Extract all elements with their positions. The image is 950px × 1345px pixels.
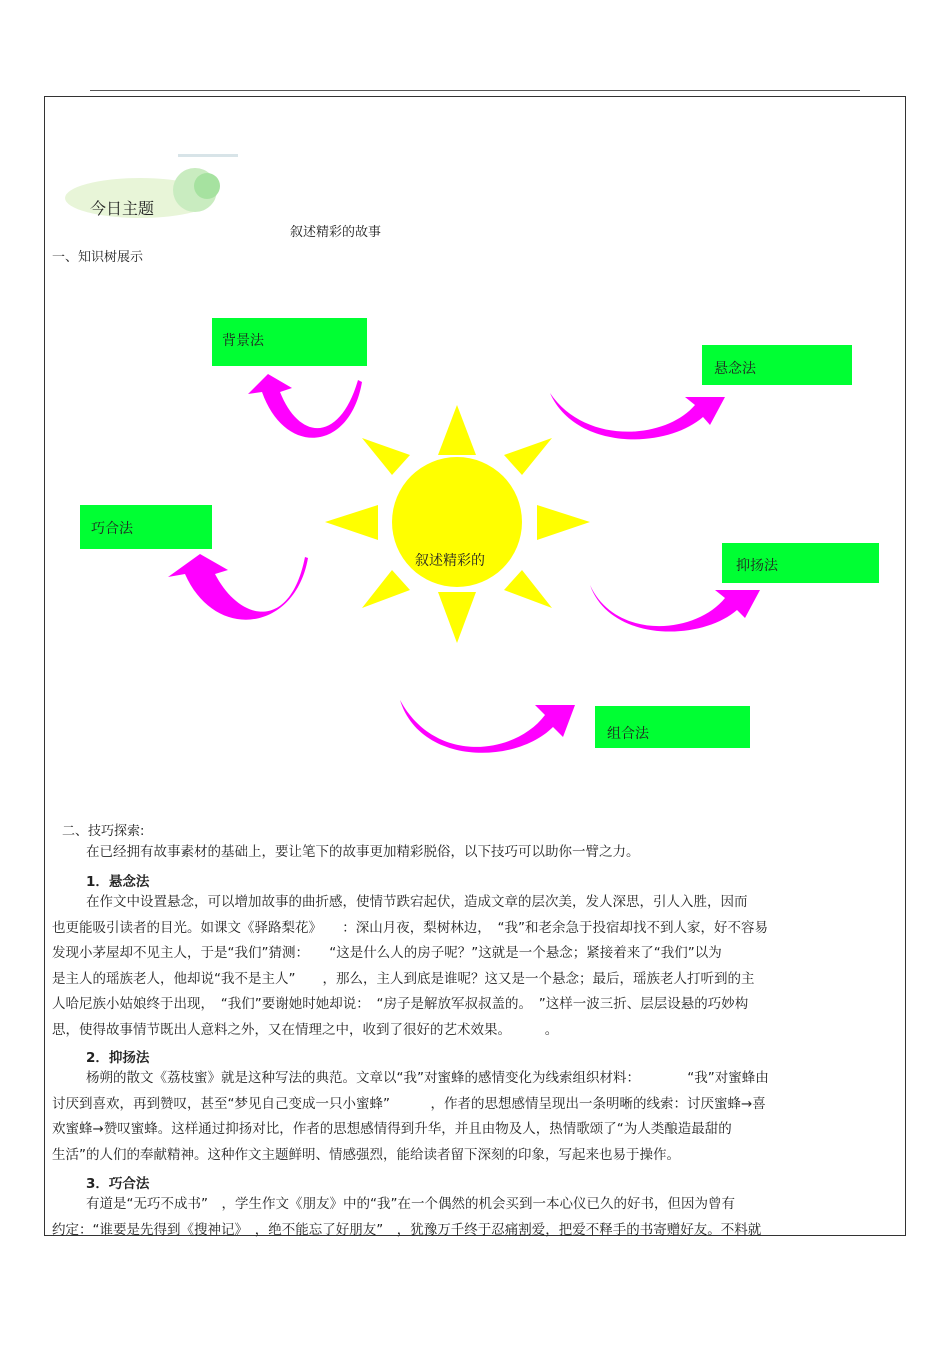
- sun-ray-top: [438, 405, 476, 455]
- sun-ray-right: [537, 505, 590, 540]
- text-line: 讨厌到喜欢，再到赞叹，甚至“梦见自己变成一只小蜜蜂” ，作者的思想感情呈现出一条明晰的线索：讨厌蜜蜂→喜: [52, 1095, 766, 1112]
- method-xuannian: 悬念法: [714, 361, 756, 377]
- badge-dot: [194, 173, 220, 199]
- curved-arrow-icon: [248, 374, 362, 438]
- item1-body: [52, 890, 892, 1044]
- theme-label: 今日主题: [90, 199, 155, 218]
- page-title: 叙述精彩的故事: [290, 225, 382, 240]
- arrow-xuannian: [545, 385, 730, 445]
- curved-arrow-icon: [550, 393, 725, 439]
- method-bejing: 背景法: [222, 333, 264, 349]
- item2-body: [52, 1066, 892, 1168]
- method-zuhe: 组合法: [607, 726, 649, 742]
- page-frame: [44, 96, 906, 1236]
- text-line: 也更能吸引读者的目光。如课文《驿路梨花》 ：深山月夜，梨树林边， “我”和老余急于投宿却找不到人家，好不容易: [52, 919, 768, 936]
- text-line: 有道是“无巧不成书” ，学生作文《朋友》中的“我”在一个偶然的机会买到一本心仪已久的好书，但因为曾有: [86, 1196, 735, 1212]
- sun-ray-bottom: [438, 592, 476, 643]
- item2-title: 2．抑扬法: [86, 1050, 150, 1066]
- sun-ray-top-left: [362, 438, 410, 475]
- sun-center-label: 叙述精彩的: [415, 553, 485, 569]
- section1-heading: 一、知识树展示: [52, 250, 144, 265]
- arrow-zuhe: [395, 695, 580, 760]
- item3-body: [52, 1192, 892, 1243]
- section2-heading: 二、技巧探索:: [62, 824, 145, 839]
- text-line: 在作文中设置悬念，可以增加故事的曲折感，使情节跌宕起伏，造成文章的层次美，发人深思，引人入胜，因而: [86, 894, 748, 910]
- arrow-qiaohe: [160, 552, 310, 622]
- item3-title: 3．巧合法: [86, 1176, 150, 1192]
- sun-ray-left: [325, 505, 378, 540]
- section2-intro: 在已经拥有故事素材的基础上，要让笔下的故事更加精彩脱俗，以下技巧可以助你一臂之力。: [86, 844, 640, 860]
- arrow-yiyang: [585, 580, 765, 635]
- arrow-bejing: [240, 372, 365, 442]
- badge-strip: [178, 154, 238, 157]
- curved-arrow-icon: [590, 585, 760, 632]
- text-line: 约定：“谁要是先得到《搜神记》 ，绝不能忘了好朋友” ，犹豫万千终于忍痛割爱，把爱不释手的书寄赠好友。不料就: [52, 1221, 762, 1238]
- sun-ray-bottom-left: [362, 570, 410, 608]
- curved-arrow-icon: [168, 554, 308, 620]
- curved-arrow-icon: [400, 700, 575, 753]
- text-line: 是主人的瑶族老人，他却说“我不是主人” ，那么，主人到底是谁呢？这又是一个悬念；最后，瑶族老人打听到的主: [52, 970, 755, 987]
- method-qiaohe: 巧合法: [91, 521, 133, 537]
- sun-ray-bottom-right: [504, 570, 552, 608]
- text-line: 杨朔的散文《荔枝蜜》就是这种写法的典范。文章以“我”对蜜蜂的感情变化为线索组织材料： “我”对蜜蜂由: [86, 1070, 769, 1086]
- text-line: 思，使得故事情节既出人意料之外，又在情理之中，收到了很好的艺术效果。 。: [52, 1021, 559, 1038]
- header-rule: [90, 90, 860, 91]
- text-line: 人哈尼族小姑娘终于出现， “我们”要谢她时她却说： “房子是解放军叔叔盖的。 ”这样一波三折、层层设悬的巧妙构: [52, 996, 749, 1013]
- method-yiyang: 抑扬法: [736, 558, 778, 574]
- item1-title: 1．悬念法: [86, 874, 150, 890]
- text-line: 发现小茅屋却不见主人，于是“我们”猜测： “这是什么人的房子呢？”这就是一个悬念；紧接着来了“我们”以为: [52, 945, 722, 962]
- text-line: 欢蜜蜂→赞叹蜜蜂。这样通过抑扬对比，作者的思想感情得到升华，并且由物及人，热情歌颂了“为人类酿造最甜的: [52, 1121, 732, 1138]
- text-line: 生活”的人们的奉献精神。这种作文主题鲜明、情感强烈，能给读者留下深刻的印象，写起来也易于操作。: [52, 1146, 680, 1163]
